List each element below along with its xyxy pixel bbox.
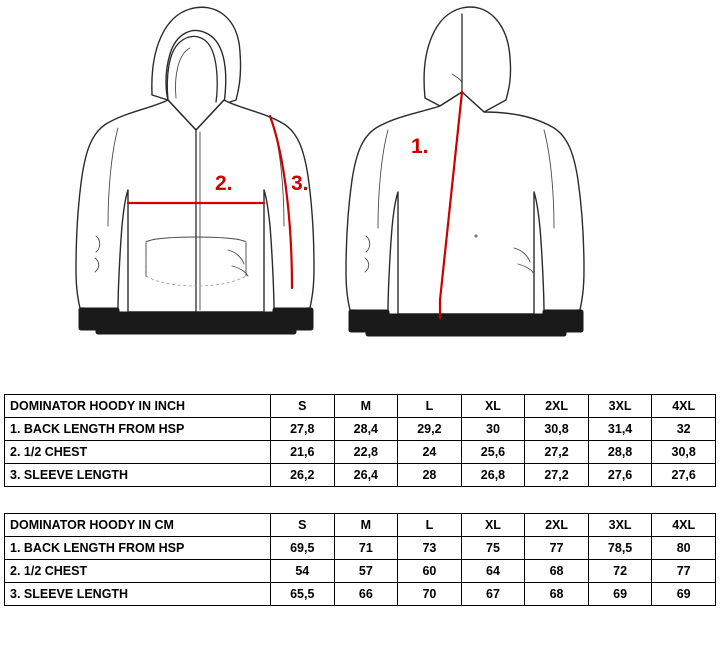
cell-value: 70 [398,583,462,606]
cell-value: 69,5 [271,537,335,560]
cell-value: 32 [652,418,716,441]
col-header-3xl: 3XL [588,514,652,537]
table-title-cm: DOMINATOR HOODY IN CM [5,514,271,537]
col-header-s: S [271,514,335,537]
row-label-sleeve-length: 3. SLEEVE LENGTH [5,583,271,606]
row-label-half-chest: 2. 1/2 CHEST [5,441,271,464]
row-label-sleeve-length: 3. SLEEVE LENGTH [5,464,271,487]
table-row [5,560,716,583]
size-tables [0,394,720,606]
cell-value: 66 [334,583,398,606]
cell-value: 24 [398,441,462,464]
cell-value: 27,8 [271,418,335,441]
cell-value: 30,8 [652,441,716,464]
table-header-row [5,395,716,418]
col-header-3xl: 3XL [588,395,652,418]
cell-value: 69 [652,583,716,606]
table-spacer [0,487,720,513]
col-header-m: M [334,514,398,537]
table-row [5,464,716,487]
table-header-row [5,514,716,537]
table-row [5,418,716,441]
cell-value: 68 [525,583,589,606]
col-header-s: S [271,395,335,418]
cell-value: 67 [461,583,525,606]
cell-value: 77 [525,537,589,560]
col-header-4xl: 4XL [652,395,716,418]
cell-value: 26,8 [461,464,525,487]
col-header-4xl: 4XL [652,514,716,537]
cell-value: 75 [461,537,525,560]
table-row [5,441,716,464]
cell-value: 72 [588,560,652,583]
size-table-cm [4,513,716,606]
cell-value: 78,5 [588,537,652,560]
cell-value: 31,4 [588,418,652,441]
row-label-back-length: 1. BACK LENGTH FROM HSP [5,537,271,560]
cell-value: 54 [271,560,335,583]
cell-value: 28,8 [588,441,652,464]
cell-value: 25,6 [461,441,525,464]
col-header-xl: XL [461,514,525,537]
cell-value: 71 [334,537,398,560]
col-header-l: L [398,514,462,537]
cell-value: 60 [398,560,462,583]
table-row [5,537,716,560]
cell-value: 28,4 [334,418,398,441]
cell-value: 73 [398,537,462,560]
cell-value: 77 [652,560,716,583]
cell-value: 28 [398,464,462,487]
size-table-inch [4,394,716,487]
cell-value: 21,6 [271,441,335,464]
cell-value: 26,4 [334,464,398,487]
col-header-xl: XL [461,395,525,418]
cell-value: 64 [461,560,525,583]
row-label-half-chest: 2. 1/2 CHEST [5,560,271,583]
row-label-back-length: 1. BACK LENGTH FROM HSP [5,418,271,441]
table-title-inch: DOMINATOR HOODY IN INCH [5,395,271,418]
col-header-l: L [398,395,462,418]
cell-value: 69 [588,583,652,606]
cell-value: 65,5 [271,583,335,606]
cell-value: 27,2 [525,441,589,464]
cell-value: 30 [461,418,525,441]
cell-value: 27,2 [525,464,589,487]
marker-3-label: 3. [291,172,309,195]
hoodie-front-view [76,7,314,334]
marker-2-label: 2. [215,172,233,195]
cell-value: 27,6 [652,464,716,487]
cell-value: 80 [652,537,716,560]
col-header-m: M [334,395,398,418]
table-row [5,583,716,606]
cell-value: 26,2 [271,464,335,487]
cell-value: 30,8 [525,418,589,441]
hoodie-back-view [346,7,584,336]
cell-value: 68 [525,560,589,583]
col-header-2xl: 2XL [525,395,589,418]
col-header-2xl: 2XL [525,514,589,537]
cell-value: 27,6 [588,464,652,487]
cell-value: 22,8 [334,441,398,464]
marker-1-label: 1. [411,135,429,158]
cell-value: 29,2 [398,418,462,441]
cell-value: 57 [334,560,398,583]
